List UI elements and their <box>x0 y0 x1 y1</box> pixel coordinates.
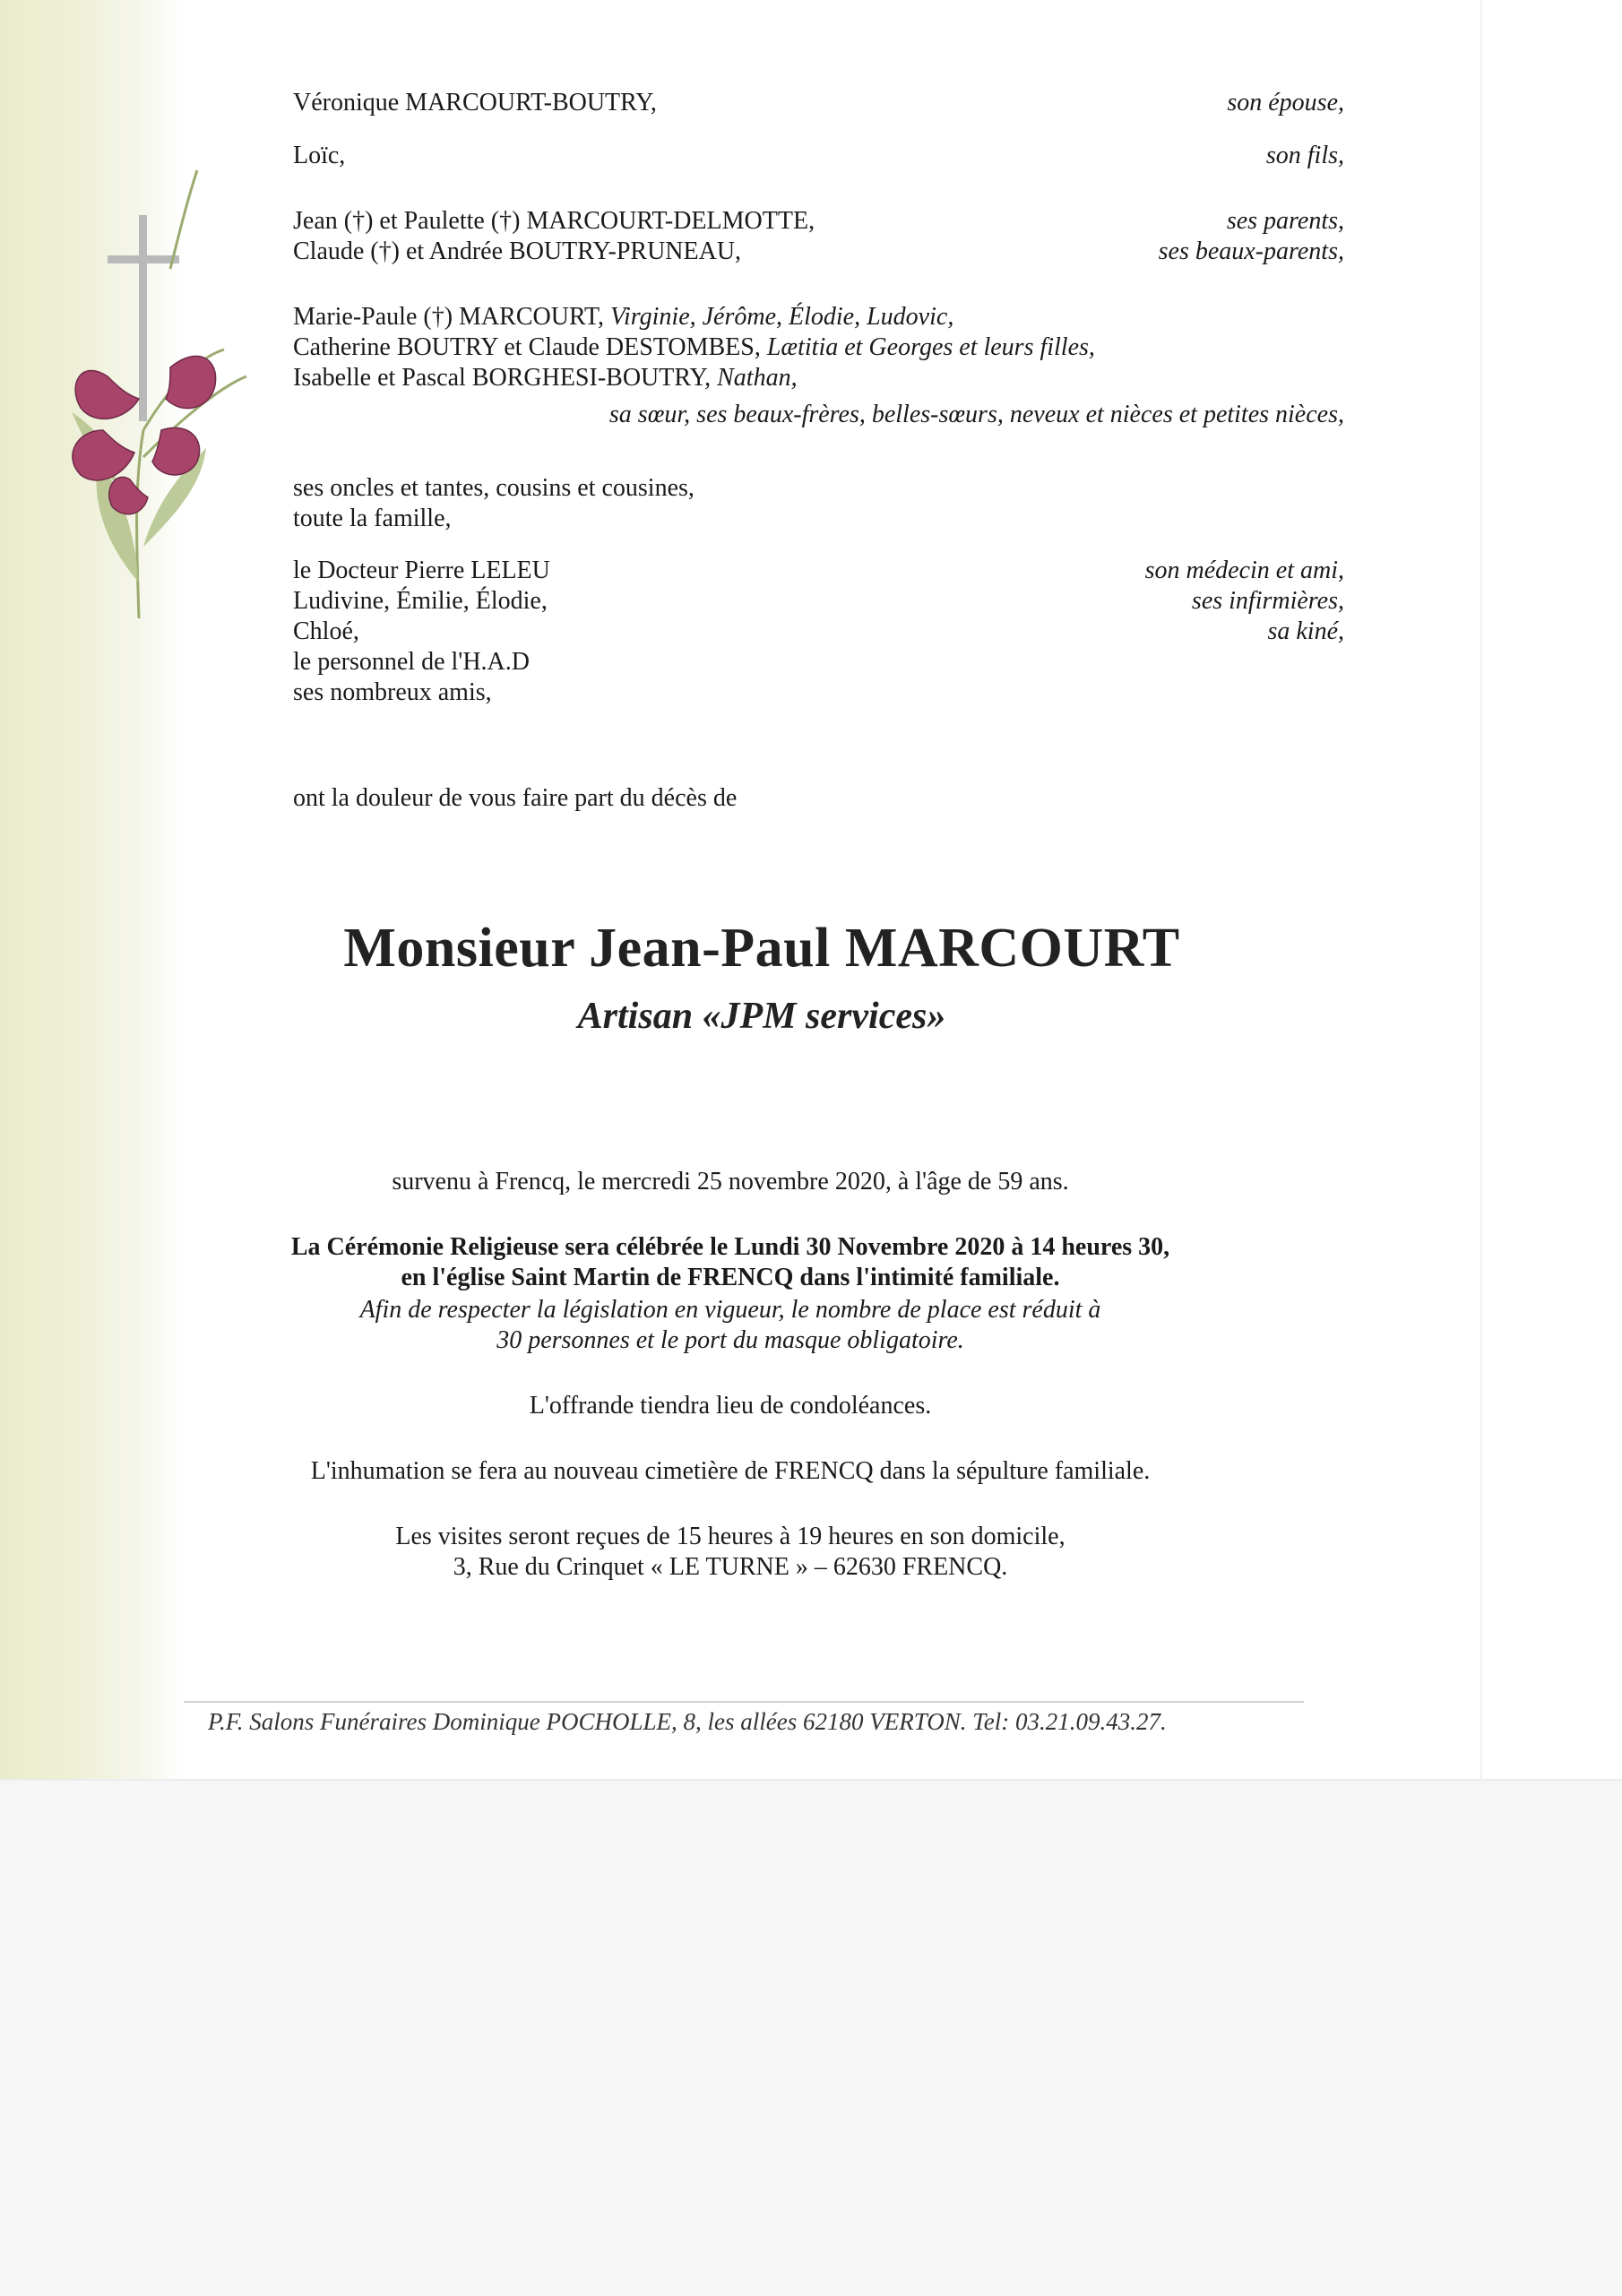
parents-relation: ses parents, <box>1226 207 1344 235</box>
nurses-relation: ses infirmières, <box>1191 587 1344 615</box>
deceased-occupation: Artisan «JPM services» <box>577 996 946 1037</box>
nurses-names: Ludivine, Émilie, Élodie, <box>293 587 548 615</box>
visits-line: 3, Rue du Crinquet « LE TURNE » – 62630 FRENCQ. <box>453 1553 1008 1581</box>
sibling-name: Catherine BOUTRY et Claude DESTOMBES, <box>293 333 767 361</box>
in-laws-names: Claude (†) et Andrée BOUTRY-PRUNEAU, <box>293 237 742 265</box>
ceremony-line: en l'église Saint Martin de FRENCQ dans l'intimité familiale. <box>401 1264 1060 1291</box>
sibling-line <box>293 363 798 393</box>
sibling-children: Nathan, <box>717 364 798 392</box>
burial-text: L'inhumation se fera au nouveau cimetière de FRENCQ dans la sépulture familiale. <box>310 1457 1151 1485</box>
ceremony-line: La Cérémonie Religieuse sera célébrée le Lundi 30 Novembre 2020 à 14 heures 30, <box>290 1233 1170 1261</box>
deceased-name: Monsieur Jean-Paul MARCOURT <box>343 918 1180 979</box>
covid-notice-line: Afin de respecter la législation en vigueur, le nombre de place est réduit à <box>359 1296 1101 1324</box>
spouse-name: Véronique MARCOURT-BOUTRY, <box>293 89 657 117</box>
spouse-relation: son épouse, <box>1227 89 1344 117</box>
sibling-name: Marie-Paule (†) MARCOURT, <box>293 303 610 331</box>
scanner-background <box>0 1779 1622 2296</box>
siblings-relation: sa sœur, ses beaux-frères, belles-sœurs, neveux et nièces et petites nièces, <box>608 401 1344 428</box>
son-name: Loïc, <box>293 142 346 169</box>
had-staff: le personnel de l'H.A.D <box>293 648 530 676</box>
death-details: survenu à Frencq, le mercredi 25 novembre 2020, à l'âge de 59 ans. <box>392 1168 1069 1195</box>
physio-relation: sa kiné, <box>1267 617 1344 645</box>
covid-notice-line: 30 personnes et le port du masque obligatoire. <box>496 1326 964 1354</box>
sibling-line <box>293 332 1095 363</box>
parents-names: Jean (†) et Paulette (†) MARCOURT-DELMOTTE, <box>293 207 815 235</box>
sibling-children: Virginie, Jérôme, Élodie, Ludovic, <box>609 303 954 331</box>
page-edge-line <box>1480 0 1482 1779</box>
visits-line: Les visites seront reçues de 15 heures à 19 heures en son domicile, <box>395 1523 1066 1550</box>
footer-divider <box>184 1701 1304 1703</box>
announcement-text: ont la douleur de vous faire part du décès de <box>293 784 738 812</box>
sibling-line <box>293 302 953 332</box>
son-relation: son fils, <box>1265 142 1344 169</box>
doctor-name: le Docteur Pierre LELEU <box>293 557 550 584</box>
cross-and-lilies-illustration <box>54 161 269 627</box>
doctor-relation: son médecin et ami, <box>1144 557 1344 584</box>
funeral-home-footer: P.F. Salons Funéraires Dominique POCHOLLE, 8, les allées 62180 VERTON. Tel: 03.21.09.43.27. <box>208 1708 1167 1735</box>
extended-family-line: toute la famille, <box>293 505 452 532</box>
sibling-children: Lætitia et Georges et leurs filles, <box>766 333 1095 361</box>
physio-name: Chloé, <box>293 617 359 645</box>
friends: ses nombreux amis, <box>293 678 492 706</box>
extended-family-line: ses oncles et tantes, cousins et cousines, <box>293 474 695 502</box>
in-laws-relation: ses beaux-parents, <box>1158 237 1344 265</box>
offering-text: L'offrande tiendra lieu de condoléances. <box>529 1392 932 1420</box>
sibling-name: Isabelle et Pascal BORGHESI-BOUTRY, <box>293 364 718 392</box>
